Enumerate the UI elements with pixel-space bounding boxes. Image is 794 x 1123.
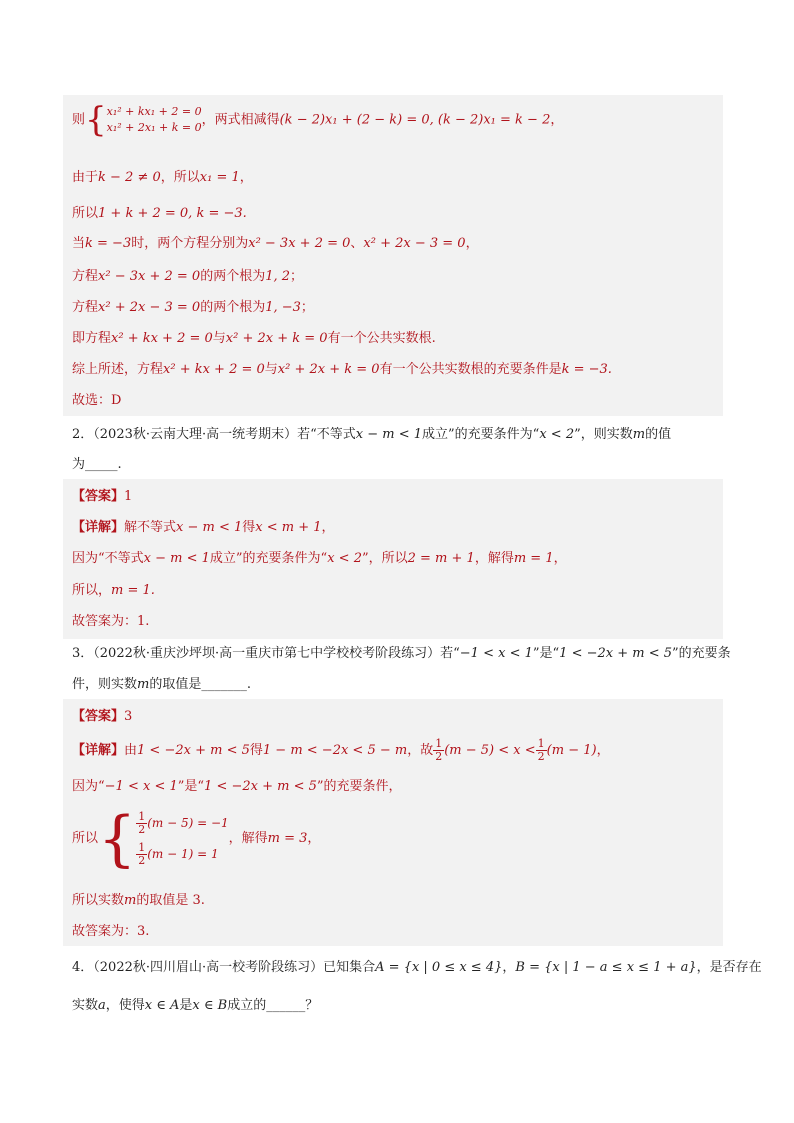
brace-symbol: { (85, 100, 107, 140)
fraction-one-half: $\frac{1}{2}$ (435, 737, 443, 763)
brace-symbol: { (98, 804, 137, 874)
question-4-text: 4．（2022秋·四川眉山·高一校考阶段练习）已知集合A = {x | 0 ≤ x ≤ 4}，B = {x | 1 − a ≤ x ≤ 1 + a}，是否存在 (72, 960, 762, 975)
question-2-text: 2．（2023秋·云南大理·高一统考期末）若“不等式x − m < 1成立”的充要条件为“x < 2”，则实数m的值 (72, 427, 672, 442)
detail-line: 所以，m = 1. (72, 583, 155, 598)
detail-line: 因为“−1 < x < 1”是“1 < −2x + m < 5”的充要条件， (72, 779, 402, 794)
solution-line: 即方程x² + kx + 2 = 0与x² + 2x + k = 0有一个公共实数根. (72, 331, 436, 346)
equation-system: x₁² + kx₁ + 2 = 0 x₁² + 2x₁ + k = 0 (106, 105, 202, 134)
question-2-text: 为_____. (72, 457, 122, 472)
question-3-text: 件，则实数m的取值是_______. (72, 677, 251, 692)
question-4-text: 实数a，使得x ∈ A是x ∈ B成立的______？ (72, 998, 319, 1013)
solution-line: 当k = −3时，两个方程分别为x² − 3x + 2 = 0、x² + 2x − 3 = 0， (72, 236, 479, 251)
solution-line: 所以1 + k + 2 = 0, k = −3. (72, 206, 247, 221)
detail-line: 所以实数m的取值是 3. (72, 893, 205, 908)
detail-line: 【详解】由1 < −2x + m < 5得1 − m < −2x < 5 − m，故 $\frac{1}{2}$ (m − 5) < x < $\frac{1}{2}$ (m − 1)， (72, 737, 610, 763)
answer-line: 【答案】1 (72, 489, 133, 504)
fraction-one-half: $\frac{1}{2}$ (138, 841, 146, 867)
solution-line: 方程x² − 3x + 2 = 0的两个根为1, 2； (72, 269, 304, 284)
detail-line: 【详解】解不等式x − m < 1得x < m + 1， (72, 520, 335, 535)
equation-system: $\frac{1}{2}$ (m − 5) = −1 $\frac{1}{2}$ (m − 1) = 1 (138, 810, 229, 867)
answer-line: 【答案】3 (72, 709, 133, 724)
fraction-one-half: $\frac{1}{2}$ (537, 737, 545, 763)
detail-line: 所以{ $\frac{1}{2}$ (m − 5) = −1 $\frac{1}{2}$ (m − 1) = 1 ，解得m = 3， (72, 804, 321, 874)
solution-line: 则{ x₁² + kx₁ + 2 = 0 x₁² + 2x₁ + k = 0 ，两式相减得(k − 2)x₁ + (2 − k) = 0, (k − 2)x₁ = k − 2， (72, 100, 564, 140)
solution-line: 故选：D (72, 393, 122, 408)
question-3-text: 3．（2022秋·重庆沙坪坝·高一重庆市第七中学校校考阶段练习）若“−1 < x < 1”是“1 < −2x + m < 5”的充要条 (72, 646, 731, 661)
solution-line: 综上所述，方程x² + kx + 2 = 0与x² + 2x + k = 0有一个公共实数根的充要条件是k = −3. (72, 362, 612, 377)
detail-line: 故答案为：3. (72, 924, 150, 939)
solution-line: 由于k − 2 ≠ 0，所以x₁ = 1， (72, 170, 253, 185)
detail-line: 因为“不等式x − m < 1成立”的充要条件为“x < 2”，所以2 = m + 1，解得m = 1， (72, 551, 567, 566)
detail-line: 故答案为：1. (72, 614, 150, 629)
solution-line: 方程x² + 2x − 3 = 0的两个根为1, −3； (72, 300, 314, 315)
fraction-one-half: $\frac{1}{2}$ (138, 810, 146, 836)
